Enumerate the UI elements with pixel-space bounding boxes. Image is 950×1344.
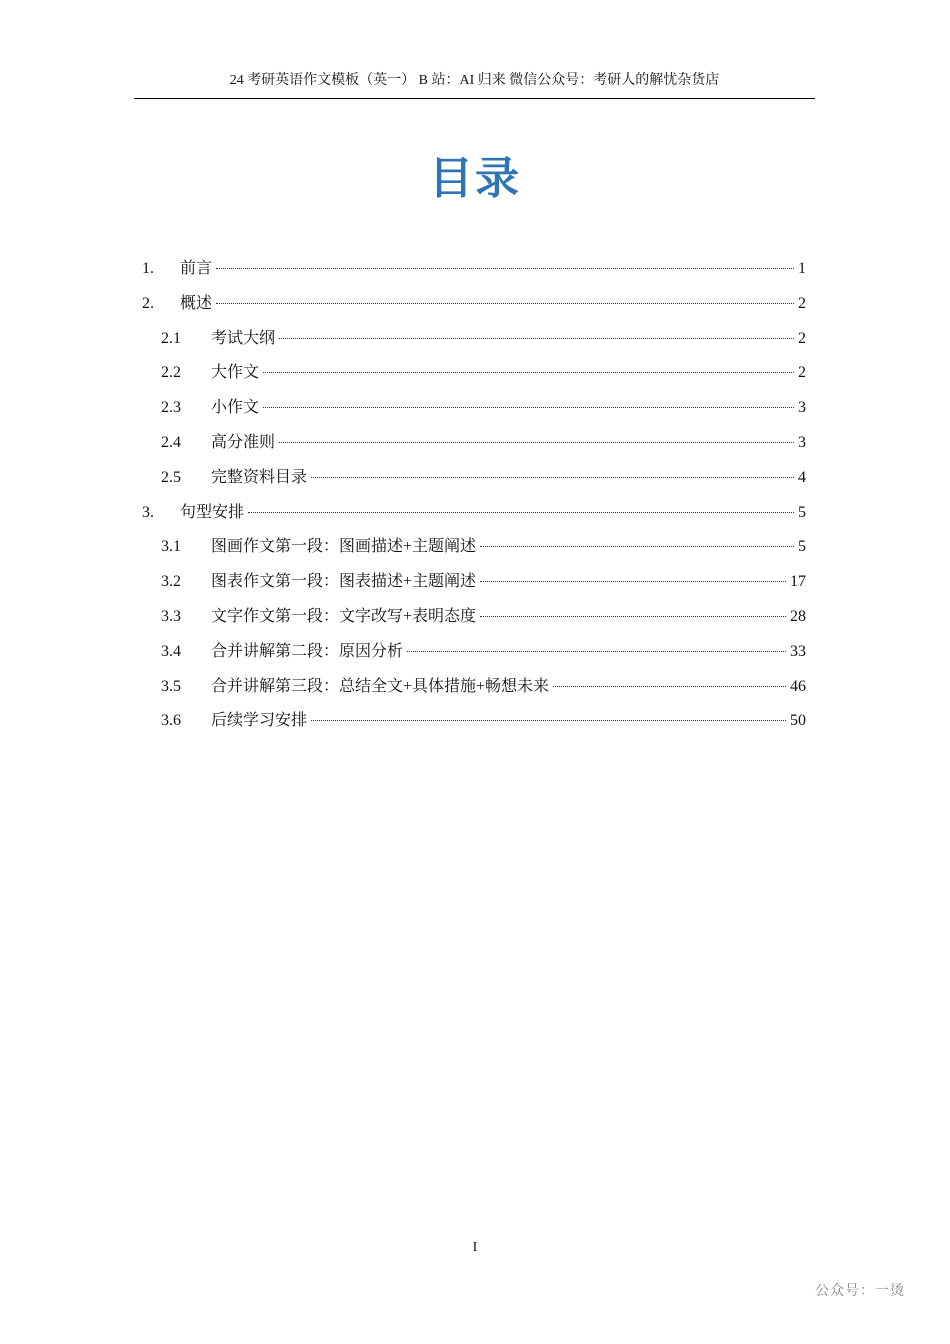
- toc-entry[interactable]: [142, 255, 806, 290]
- toc-entry-number: 2.: [142, 294, 154, 312]
- toc-entry[interactable]: [142, 603, 806, 638]
- toc-entry[interactable]: [142, 394, 806, 429]
- toc-entry-label: 小作文: [211, 399, 260, 417]
- toc-dot-leader: [553, 686, 786, 687]
- toc-entry[interactable]: [142, 359, 806, 394]
- toc-entry-page: 2: [798, 294, 806, 312]
- toc-entry-number: 3.6: [161, 712, 181, 730]
- toc-dot-leader: [279, 338, 794, 339]
- toc-dot-leader: [311, 720, 786, 721]
- toc-entry-page: 2: [798, 329, 806, 347]
- toc-entry-label: 合并讲解第三段：总结全文+具体措施+畅想未来: [211, 677, 550, 695]
- toc-entry-number: 3.1: [161, 538, 181, 556]
- toc-dot-leader: [263, 372, 794, 373]
- toc-entry-label: 图表作文第一段：图表描述+主题阐述: [211, 573, 477, 591]
- toc-entry-number: 1.: [142, 260, 154, 277]
- running-header: [134, 69, 815, 99]
- toc-entry[interactable]: [142, 638, 806, 673]
- toc-entry-label: 文字作文第一段：文字改写+表明态度: [211, 607, 477, 625]
- toc-dot-leader: [279, 442, 794, 443]
- toc-entry-label: 概述: [180, 294, 213, 312]
- toc-entry[interactable]: [142, 499, 806, 534]
- toc-entry[interactable]: [142, 673, 806, 708]
- toc-entry-label: 合并讲解第二段：原因分析: [211, 642, 404, 660]
- toc-entry-label: 考试大纲: [211, 329, 276, 347]
- toc-entry-label: 句型安排: [180, 503, 245, 521]
- toc-dot-leader: [216, 303, 794, 304]
- toc-entry-number: 3.4: [161, 642, 181, 660]
- toc-entry-number: 2.4: [161, 433, 181, 451]
- footer-page-number: I: [472, 1240, 478, 1255]
- toc-dot-leader: [480, 616, 786, 617]
- toc-entry-number: 3.: [142, 503, 154, 521]
- toc-entry-label: 大作文: [211, 364, 260, 382]
- toc-entry-page: 2: [798, 364, 806, 382]
- toc-entry-number: 2.1: [161, 329, 181, 347]
- toc-entry-page: 5: [798, 538, 806, 556]
- toc-entry-label: 图画作文第一段：图画描述+主题阐述: [211, 538, 477, 556]
- toc-entry[interactable]: [142, 464, 806, 499]
- toc-dot-leader: [263, 407, 794, 408]
- table-of-contents: [142, 255, 806, 742]
- toc-dot-leader: [407, 651, 786, 652]
- toc-dot-leader: [311, 477, 794, 478]
- toc-entry[interactable]: [142, 429, 806, 464]
- toc-entry-page: 4: [798, 468, 806, 486]
- toc-entry[interactable]: [142, 707, 806, 742]
- toc-entry[interactable]: [142, 325, 806, 360]
- toc-entry-page: 28: [790, 607, 806, 625]
- toc-entry-label: 高分准则: [211, 433, 276, 451]
- toc-entry-label: 前言: [180, 260, 213, 277]
- toc-entry-number: 3.2: [161, 573, 181, 591]
- toc-entry-number: 2.3: [161, 399, 181, 417]
- toc-entry-page: 46: [790, 677, 806, 695]
- toc-entry-label: 完整资料目录: [211, 468, 308, 486]
- toc-entry-page: 50: [790, 712, 806, 730]
- toc-entry-page: 5: [798, 503, 806, 521]
- toc-dot-leader: [248, 512, 794, 513]
- watermark: 公众号：一烫: [815, 1282, 905, 1298]
- toc-entry-number: 3.5: [161, 677, 181, 695]
- toc-entry-number: 3.3: [161, 607, 181, 625]
- toc-entry-page: 33: [790, 642, 806, 660]
- toc-dot-leader: [480, 581, 786, 582]
- toc-dot-leader: [480, 546, 794, 547]
- toc-entry-page: 1: [798, 260, 806, 277]
- toc-entry-number: 2.5: [161, 468, 181, 486]
- toc-entry-label: 后续学习安排: [211, 712, 308, 730]
- toc-entry-number: 2.2: [161, 364, 181, 382]
- running-header-text: 24 考研英语作文模板（英一） B 站：AI 归来 微信公众号：考研人的解忧杂货店: [229, 73, 720, 88]
- toc-dot-leader: [216, 268, 794, 269]
- toc-entry[interactable]: [142, 290, 806, 325]
- toc-entry[interactable]: [142, 568, 806, 603]
- toc-entry[interactable]: [142, 533, 806, 568]
- toc-entry-page: 17: [790, 573, 806, 591]
- toc-entry-page: 3: [798, 433, 806, 451]
- toc-entry-page: 3: [798, 399, 806, 417]
- page-title: 目录: [429, 154, 521, 203]
